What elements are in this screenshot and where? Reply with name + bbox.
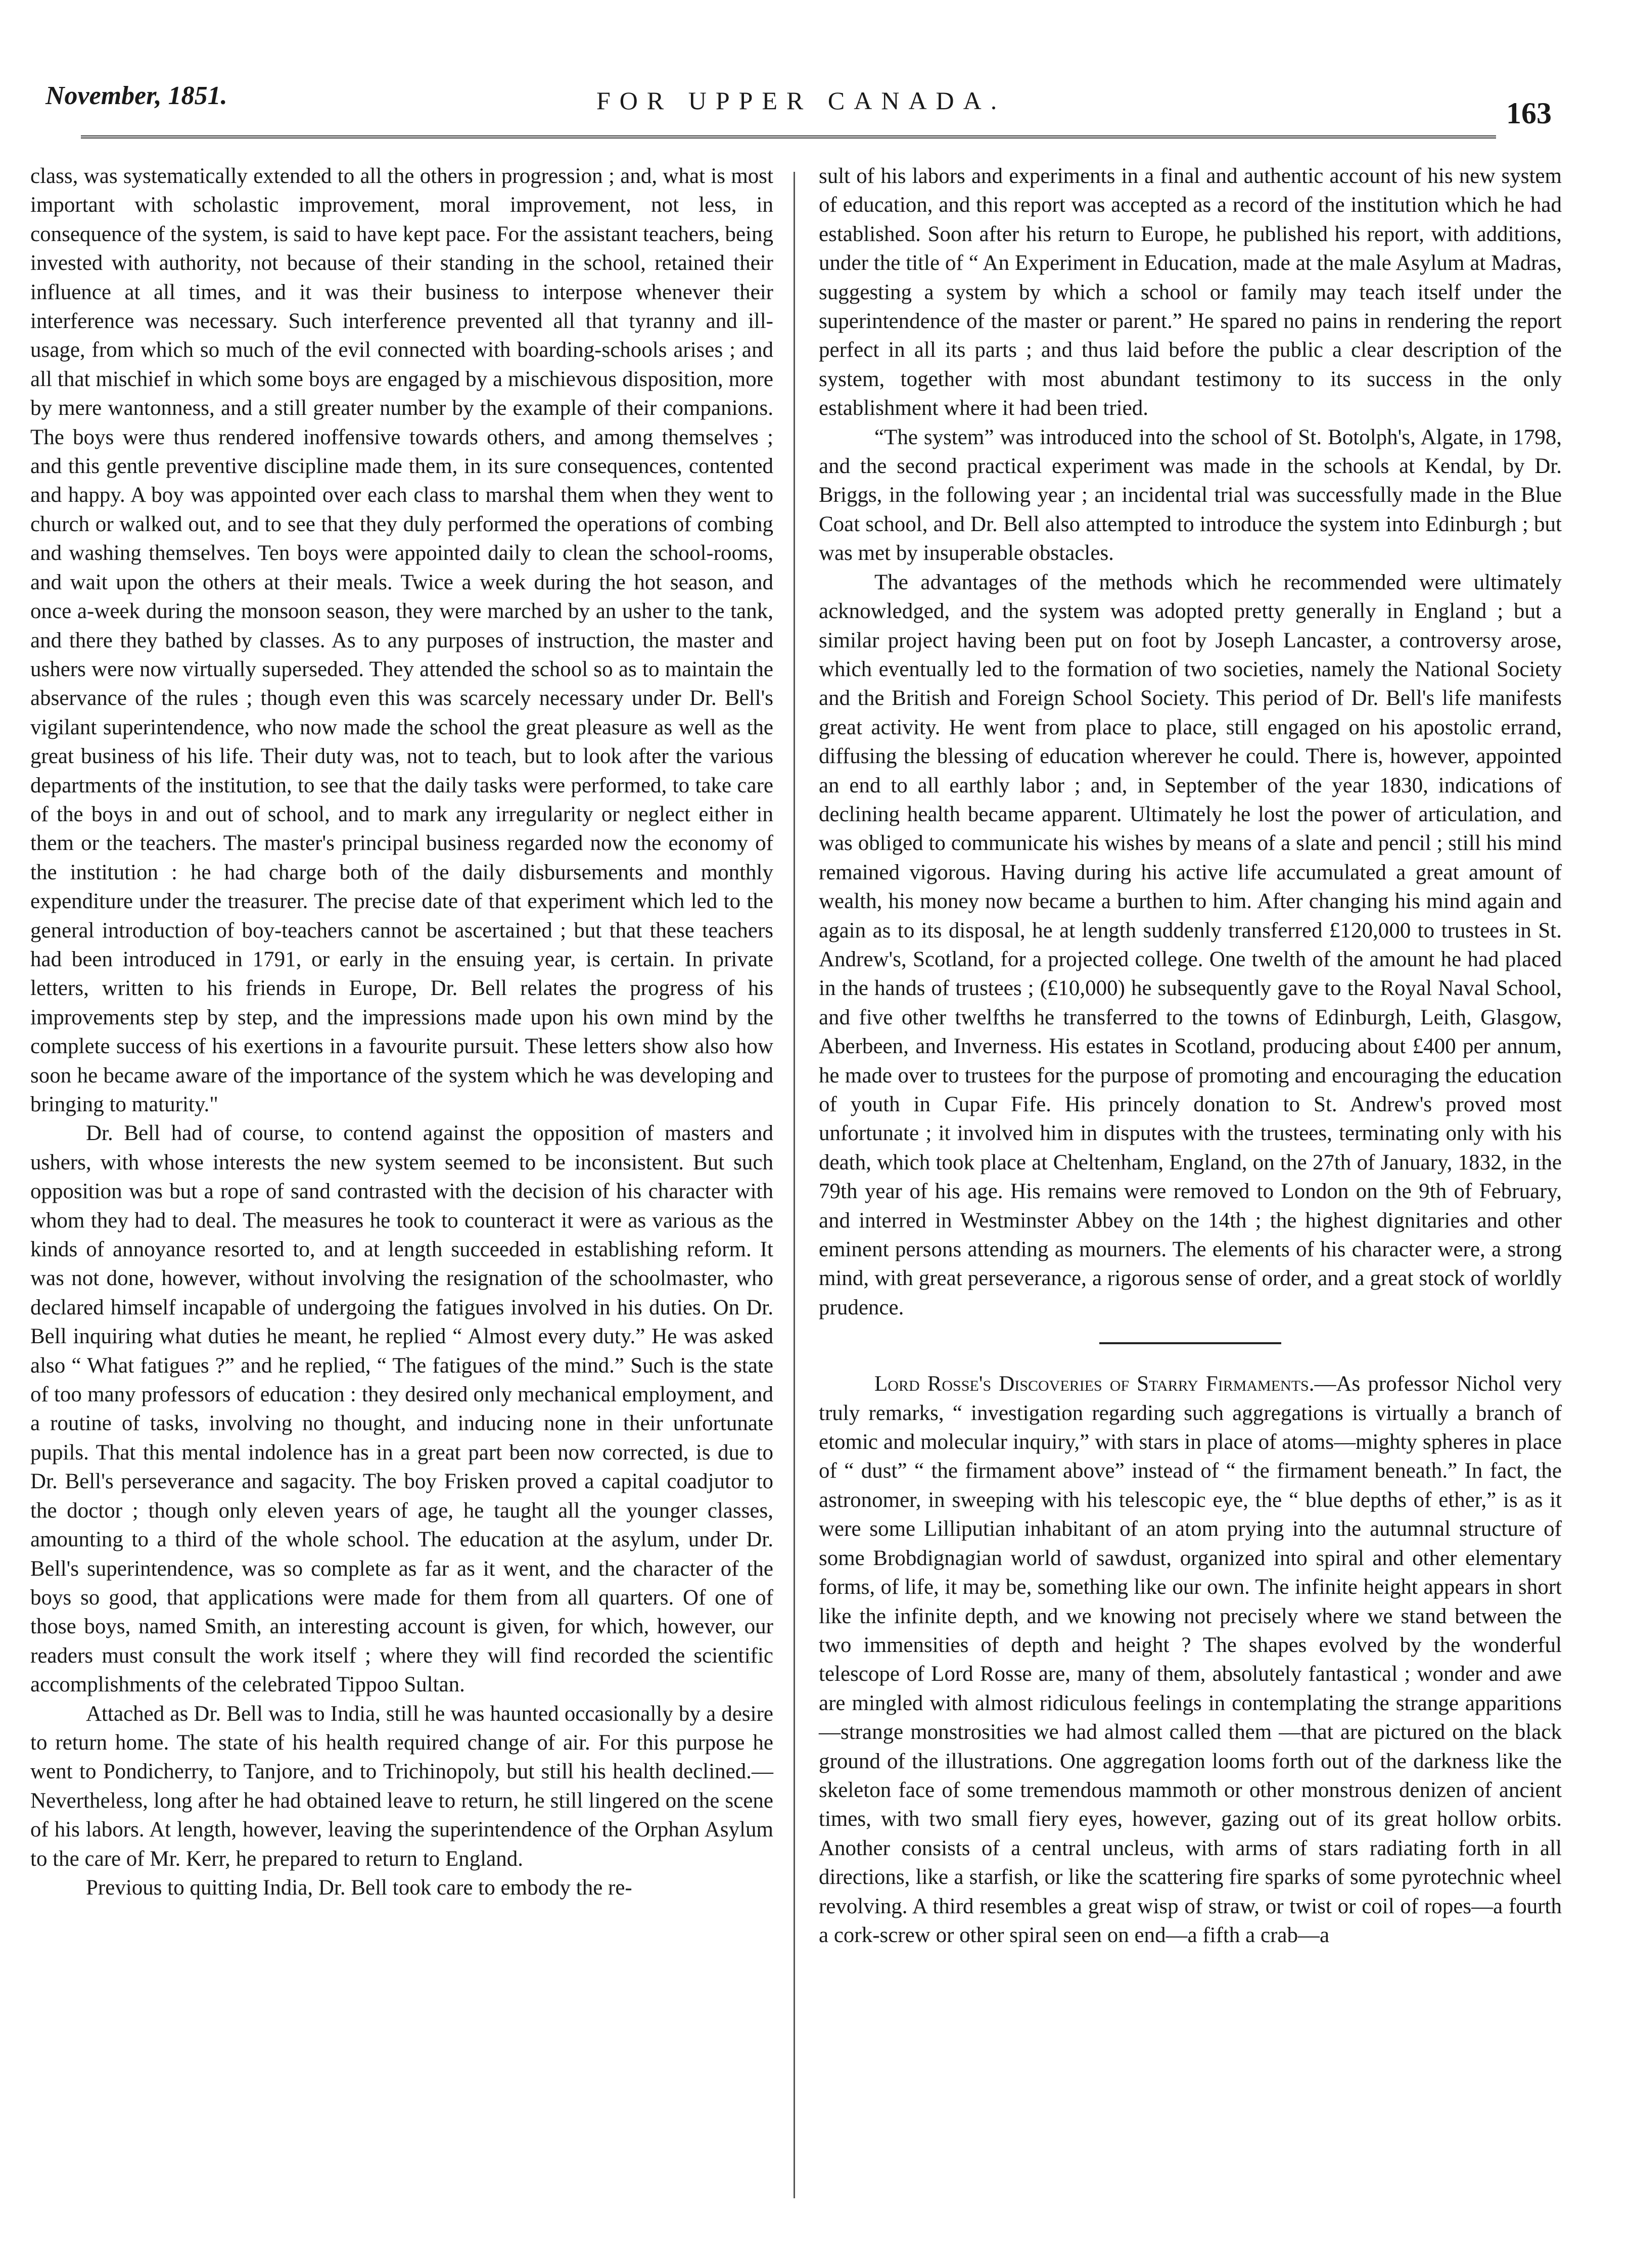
right-paragraph-1: sult of his labors and experiments in a final and authentic account of his new system of education, and this report was accepted as a record of the institution which he had established. Soon after his return to Europe, he published his report, with additions, under the title of “ An Experiment in Education, made at the male Asylum at Madras, suggesting a system by which a school or family may teach itself under the superintendence of the master or parent.” He spared no pains in rendering the report perfect in all its parts ; and thus laid before the public a clear description of the system, together with most abundant testimony to its success in the only establishment where it had been tried. xyxy=(819,164,1562,420)
right-paragraph-4 xyxy=(819,1369,1562,1950)
left-paragraph-2: Dr. Bell had of course, to contend against the opposition of masters and ushers, with whose interests the new system seemed to be inconsistent. But such opposition was but a rope of sand contrasted with the decision of his character with whom they had to deal. The measures he took to counteract it were as various as the kinds of annoyance resorted to, and at length succeeded in establishing reform. It was not done, however, without involving the resignation of the schoolmaster, who declared himself incapable of undergoing the fatigues involved in his duties. On Dr. Bell inquiring what duties he meant, he replied “ Almost every duty.” He was asked also “ What fatigues ?” and he replied, “ The fatigues of the mind.” Such is the state of too many professors of education : they desired only mechanical employment, and a routine of tasks, involving no thought, and inducing none in their unfortunate pupils. That this mental indolence has in a great part been now corrected, is due to Dr. Bell's perseverance and sagacity. The boy Frisken proved a capital coadjutor to the doctor ; though only eleven years of age, he taught all the younger classes, amounting to a third of the whole school. The education at the asylum, under Dr. Bell's superintendence, was so complete as far as it went, and the character of the boys so good, that applications were made for them from all quarters. Of one of those boys, named Smith, an interesting account is given, for which, however, our readers must consult the work itself ; where they will find recorded the scientific accomplishments of the celebrated Tippoo Sultan. xyxy=(30,1121,773,1697)
right-paragraph-2: “The system” was introduced into the school of St. Botolph's, Algate, in 1798, and the second practical experiment was made in the schools at Kendal, by Dr. Briggs, in the following year ; an incidental trial was successfully made in the Blue Coat school, and Dr. Bell also attempted to introduce the system into Edinburgh ; but was met by insuperable obstacles. xyxy=(819,425,1562,565)
left-paragraph-3: Attached as Dr. Bell was to India, still he was haunted occasionally by a desire to return home. The state of his health required change of air. For this purpose he went to Pondicherry, to Tanjore, and to Trichinopoly, but still his health declined.— Nevertheless, long after he had obtained leave to return, he still lingered on the scene of his labors. At length, however, leaving the superintendence of the Orphan Asylum to the care of Mr. Kerr, he prepared to return to England. xyxy=(30,1702,773,1871)
header-title: FOR UPPER CANADA. xyxy=(596,86,1006,115)
section-body: —As professor Nichol very truly remarks, “ investigation regarding such aggregations is virtually a branch of etomic and molecular inquiry,” with stars in place of atoms—mighty spheres in place of “ dust” “ the firmament above” instead of “ the firmament beneath.” In fact, the astronomer, in sweeping with his telescopic eye, the “ blue depths of ether,” is as it were some Lilliputian inhabitant of an atom prying into the autumnal structure of some Brobdignagian world of sawdust, organized into spiral and other elementary forms, of life, it may be, something like our own. The infinite height appears in short like the infinite depth, and we knowing not precisely where we stand between the two immensities of depth and height ? The shapes evolved by the wonderful telescope of Lord Rosse are, many of them, absolutely fantastical ; wonder and awe are mingled with almost ridiculous feelings in contemplating the strange apparitions—strange monstrosities we had almost called them —that are pictured on the black ground of the illustrations. One aggregation looms forth out of the darkness like the skeleton face of some tremendous mammoth or other monstrous denizen of ancient times, with two small fiery eyes, however, gazing out of its great hollow orbits. Another consists of a central uncleus, with arms of stars radiating forth in all directions, like a starfish, or like the scattering fire sparks of some pyrotechnic wheel revolving. A third resembles a great wisp of straw, or twist or coil of ropes—a fourth a cork-screw or other spiral seen on end—a fifth a crab—a xyxy=(819,1372,1562,1947)
left-column xyxy=(30,162,773,1902)
section-heading: Lord Rosse's Discoveries of Starry Firmaments. xyxy=(874,1372,1315,1396)
left-paragraph-1: class, was systematically extended to all the others in progression ; and, what is most important with scholastic improvement, moral improvement, not less, in consequence of the system, is said to have kept pace. For the assistant teachers, being invested with authority, not because of their standing in the school, retained their influence at all times, and it was their business to interpose whenever their interference was necessary. Such interference prevented all that tyranny and ill-usage, from which so much of the evil connected with boarding-schools arises ; and all that mischief in which some boys are engaged by a mischievous disposition, more by mere wantonness, and a still greater number by the example of their companions. The boys were thus rendered inoffensive towards others, and among themselves ; and this gentle preventive discipline made them, in its sure consequences, contented and happy. A boy was appointed over each class to marshal them when they went to church or walked out, and to see that they duly performed the operations of combing and washing themselves. Ten boys were appointed daily to clean the school-rooms, and wait upon the others at their meals. Twice a week during the hot season, and once a-week during the monsoon season, they were marched by an usher to the tank, and there they bathed by classes. As to any purposes of instruction, the master and ushers were now virtually superseded. They attended the school so as to maintain the abservance of the rules ; though even this was scarcely necessary under Dr. Bell's vigilant superintendence, who now made the school the great pleasure as well as the great business of his life. Their duty was, not to teach, but to look after the various departments of the institution, to see that the daily tasks were performed, to take care of the boys in and out of school, and to mark any irregularity or neglect either in them or the teachers. The master's principal business regarded now the economy of the institution : he had charge both of the daily disbursements and monthly expenditure under the treasurer. The precise date of that experiment which led to the general introduction of boy-teachers cannot be ascertained ; but that these teachers had been introduced in 1791, or early in the ensuing year, is certain. In private letters, written to his friends in Europe, Dr. Bell relates the progress of his improvements step by step, and the impressions made upon his own mind by the complete success of his exertions in a favourite pursuit. These letters show also how soon he became aware of the importance of the system which he was developing and bringing to maturity." xyxy=(30,164,773,1116)
header-rule xyxy=(81,135,1496,138)
right-column xyxy=(819,162,1562,1950)
left-paragraph-4: Previous to quitting India, Dr. Bell took care to embody the re- xyxy=(86,1875,632,1900)
page-number: 163 xyxy=(1506,97,1552,130)
page-header xyxy=(45,76,1587,136)
right-paragraph-3: The advantages of the methods which he recommended were ultimately acknowledged, and the system was adopted pretty generally in England ; but a similar project having been put on foot by Joseph Lancaster, a controversy arose, which eventually led to the formation of two societies, namely the National Society and the British and Foreign School Society. This period of Dr. Bell's life manifests great activity. He went from place to place, still engaged on his apostolic errand, diffusing the blessing of education wherever he could. There is, however, appointed an end to all earthly labor ; and, in September of the year 1830, indications of declining health became apparent. Ultimately he lost the power of articulation, and was obliged to communicate his wishes by means of a slate and pencil ; still his mind remained vigorous. Having during his active life accumulated a great amount of wealth, his money now became a burthen to him. After changing his mind again and again as to its disposal, he at length suddenly transferred £120,000 to trustees in St. Andrew's, Scotland, for a projected college. One twelth of the amount he had placed in the hands of trustees ; (£10,000) he subsequently gave to the Royal Naval School, and five other twelfths he transferred to the towns of Edinburgh, Leith, Glasgow, Aberbeen, and Inverness. His estates in Scotland, producing about £400 per annum, he made over to trustees for the purpose of promoting and encouraging the education of youth in Cupar Fife. His princely donation to St. Andrew's proved most unfortunate ; it involved him in disputes with the trustees, terminating only with his death, which took place at Cheltenham, England, on the 27th of January, 1832, in the 79th year of his age. His remains were removed to London on the 9th of February, and interred in Westminster Abbey on the 14th ; the highest dignitaries and other eminent persons attending as mourners. The elements of his character were, a strong mind, with great perseverance, a rigorous sense of order, and a great stock of worldly prudence. xyxy=(819,570,1562,1319)
header-date: November, 1851. xyxy=(45,81,227,110)
column-divider xyxy=(794,172,795,2198)
section-separator xyxy=(1099,1342,1281,1344)
